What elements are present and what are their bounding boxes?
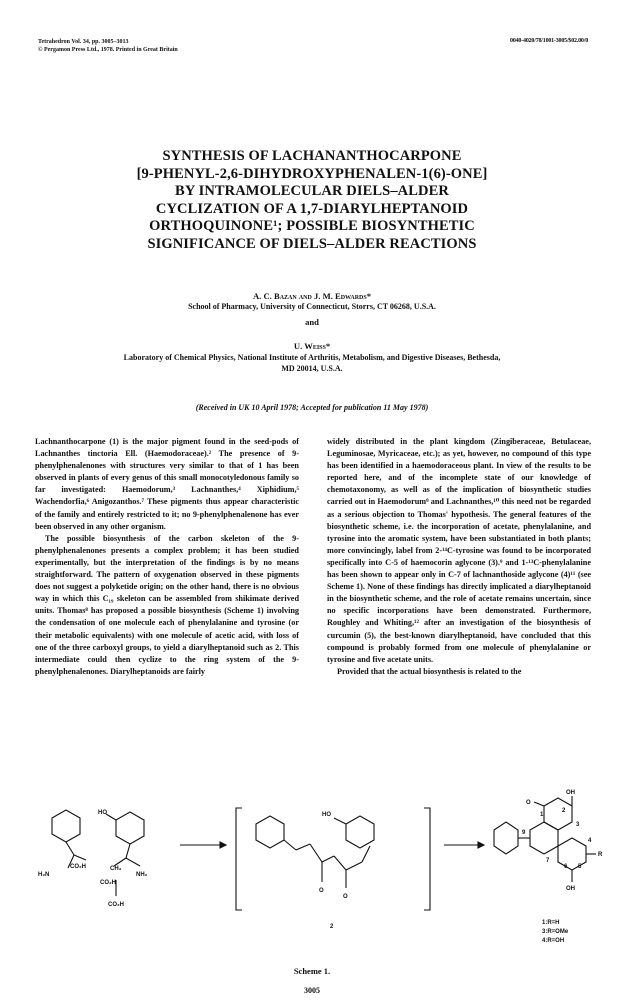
and-separator: and [305,317,319,327]
title-line: [9-PHENYL-2,6-DIHYDROXYPHENALEN-1(6)-ONE] [136,165,488,182]
benzene-ring [52,810,80,842]
label-ho: HO [98,810,107,816]
affiliation-2a: Laboratory of Chemical Physics, National Institute of Arthritis, Metabolism, and Digestive Diseases, Bethesda, [123,353,501,362]
phenol-ring [116,812,144,844]
affiliation-1: School of Pharmacy, University of Connecticut, Storrs, CT 06268, U.S.A. [188,302,436,311]
label-o: O [343,894,348,900]
phenol-ring [346,816,374,848]
label-h2n: H₂N [38,872,50,878]
atom-number: 7 [546,858,550,864]
label-co2h: CO₂H [100,880,116,886]
label-ho: HO [322,812,331,818]
paragraph: The possible biosynthesis of the carbon skeleton of the 9-phenylphenalenones presents a complex problem; it has been studied experimentally, but the interpretation of the findings is by no means straightforward. The pattern of oxygenation observed in these pigments does not suggest a polyketide origin; on the other hand, there is no obvious way in which this C₁₉ skeleton can be assembled from shikimate derived units. Thomas⁸ has proposed a possible biosynthesis (Scheme 1) involving the condensation of one molecule each of phenylalanine and tyrosine (or their metabolic equivalents) with one molecule of acetic acid, with loss of one of the three carboxyl groups, to yield a diarylheptanoid such as 2. This intermediate could then cyclize to the ring system of the 9-phenylphenalenones. Diarylheptanoids are fairly [35,533,299,676]
label-nh2: NH₂ [136,872,148,878]
label-oh: OH [566,886,575,892]
atom-number: 5 [578,864,582,870]
legend-entry: 4:R=OH [542,938,565,944]
article-title [40,148,584,253]
authors-line-2: U. Weiss* [293,341,331,351]
label-oh: OH [566,790,575,796]
paragraph: Provided that the actual biosynthesis is related to the [337,666,522,676]
author-block [0,289,624,374]
label-o: O [526,800,531,806]
atom-number: 9 [522,830,526,836]
article-code: 0040-4020/78/1001-3005/$02.00/0 [510,38,588,44]
legend-entry: 3:R=OMe [542,929,569,935]
press-line: © Pergamon Press Ltd., 1978. Printed in Great Britain [38,47,178,53]
atom-number: 2 [562,808,566,814]
label-r: R [598,852,603,858]
left-column [35,436,299,678]
scheme-caption: Scheme 1. [293,966,331,976]
received-dates: (Received in UK 10 April 1978; Accepted for publication 11 May 1978) [195,403,429,412]
title-line: SYNTHESIS OF LACHANANTHOCARPONE [162,148,462,164]
title-line: BY INTRAMOLECULAR DIELS–ALDER [175,183,449,199]
authors-line-1: A. C. Bazan and J. M. Edwards* [252,291,372,301]
journal-header [38,38,178,54]
title-line: ORTHOQUINONE¹; POSSIBLE BIOSYNTHETIC [149,218,475,234]
phenalenone-ring [530,822,558,854]
legend-entry: 1:R=H [542,920,560,926]
label-co2h: CO₂H [108,902,124,908]
compound-number-2: 2 [330,924,334,930]
title-line: SIGNIFICANCE OF DIELS–ALDER REACTIONS [147,235,477,252]
label-ch3: CH₃ [110,866,122,872]
title-line: CYCLIZATION OF A 1,7-DIARYLHEPTANOID [155,200,469,217]
benzene-ring [256,816,284,848]
scheme-1-figure [30,790,610,960]
atom-number: 6 [564,864,568,870]
paragraph: Lachnanthocarpone (1) is the major pigment found in the seed-pods of Lachnanthes tinctoria Ell. (Haemodoraceae).² The presence of 9-phenylphenalenones with structures very similar to that of 1 has been observed in plants of every genus of this small monocotyledonous family so far investigated: Haemodorum,³ Lachnanthes,⁴ Xiphidium,⁵ Wachendorfia,⁶ Anigozanthos.⁷ These pigments thus appear characteristic of the family and entirely restricted to it; no 9-phenylphenalenone has ever been observed in any other organism. [35,437,299,531]
atom-number: 1 [540,812,544,818]
label-co2h: CO₂H [70,864,86,870]
paragraph: widely distributed in the plant kingdom (Zingiberaceae, Betulaceae, Leguminosae, Myricaceae, etc.); as yet, however, no compound of this type has been identified in a haemodoraceous plant. In view of the results to be reported here, and of the incomplete state of our knowledge of chemotaxonomy, as well as of the implication of biosynthetic studies carried out in Haemodorum⁹ and Lachnanthes,¹⁰ this need not be regarded as a serious objection to Thomas' hypothesis. The general features of the biosynthetic scheme, i.e. the incorporation of acetate, phenylalanine, and tyrosine into the aromatic system, have been substantiated in both plants; more convincingly, label from 2-¹⁴C-tyrosine was found to be incorporated specifically into C-5 of haemocorin aglycone (3).⁹ and 1-¹³C-phenylalanine has been shown to appear only in C-7 of lachnanthoside aglycone (4)¹¹ (see Scheme 1). None of these findings has directly implicated a diarylheptanoid in the biosynthetic scheme, and the role of acetate remains uncertain, since no specific incorporations have been demonstrated. Furthermore, Roughley and Whiting,¹² after an investigation of the biosynthesis of curcumin (5), the best-known diarylheptanoid, have concluded that this compound is probably formed from one molecule of phenylalanine or tyrosine and five acetate units. [327,437,591,664]
right-column [327,436,591,678]
atom-number: 3 [576,822,580,828]
journal-line: Tetrahedron Vol. 34, pp. 3005–3013 [38,39,129,45]
label-o: O [319,888,324,894]
benzene-ring [494,822,518,854]
page-number: 3005 [304,986,320,995]
atom-number: 4 [588,838,592,844]
affiliation-2b: MD 20014, U.S.A. [281,364,343,373]
